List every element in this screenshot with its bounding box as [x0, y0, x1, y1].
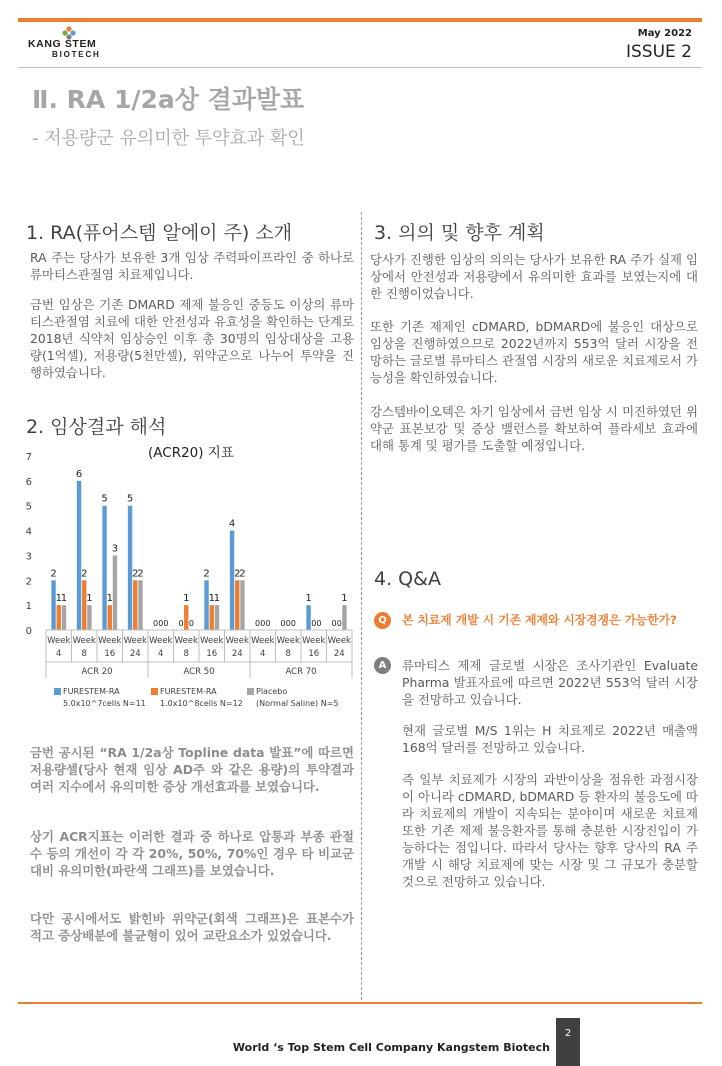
legend-item-series-3 — [247, 686, 351, 710]
x-tick-label: 8 — [285, 649, 291, 659]
data-label: 1 — [86, 593, 93, 605]
x-group-label: ACR 50 — [183, 667, 215, 677]
y-tick-label: 7 — [25, 452, 32, 463]
data-label: 4 — [228, 518, 236, 530]
bar — [108, 605, 112, 630]
bar — [215, 605, 219, 630]
legend-swatch-gray — [247, 688, 254, 695]
bar — [184, 605, 188, 630]
x-tick-label: 24 — [129, 649, 141, 659]
section2-paragraph-1: 금번 공시된 “RA 1/2a상 Topline data 발표”에 따르면 저용량셀(당사 현재 임상 AD주 와 같은 용량)의 투약결과 여러 지수에서 유의미한 증상 개선효과를 보였습니다. — [30, 745, 354, 794]
footer-slogan: World ‘s Top Stem Cell Company Kangstem Biotech — [232, 1041, 550, 1054]
x-tick-label: Week — [276, 636, 300, 646]
bar — [342, 605, 346, 630]
column-divider — [361, 212, 362, 1000]
data-label: 1 — [213, 593, 221, 605]
company-logo — [28, 26, 108, 66]
page-subtitle: - 저용량군 유의미한 투약효과 확인 — [32, 128, 305, 149]
data-label: 0 — [163, 619, 169, 628]
x-tick-label: 4 — [260, 649, 266, 659]
data-label: 2 — [132, 568, 139, 580]
data-label: 0 — [255, 619, 261, 628]
answer-paragraph-1: 류마티스 제제 글로벌 시장은 조사기관인 Evaluate Pharma 발표자료에 따르면 2022년 553억 달러 시장을 전망하고 있습니다. — [402, 658, 698, 707]
y-tick-label: 3 — [25, 551, 32, 563]
logo-text-1: KANG STEM — [28, 38, 97, 50]
x-tick-label: Week — [302, 636, 326, 646]
data-label: 0 — [265, 619, 271, 628]
data-label: 2 — [203, 568, 210, 580]
chart-title: (ACR20) 지표 — [148, 445, 234, 461]
y-tick-label: 5 — [25, 501, 32, 513]
x-tick-label: Week — [149, 636, 173, 646]
data-label: 2 — [239, 568, 246, 580]
x-tick-label: 16 — [308, 649, 320, 659]
bar — [57, 605, 61, 630]
x-group-label: ACR 70 — [285, 667, 317, 677]
legend-swatch-blue — [54, 688, 61, 695]
acr-bar-chart — [18, 450, 360, 682]
bar — [133, 580, 137, 630]
legend-item-series-1 — [54, 686, 150, 710]
page-title: Ⅱ. RA 1/2a상 결과발표 — [32, 85, 305, 114]
data-label: 2 — [137, 568, 144, 580]
x-group-label: ACR 20 — [81, 667, 113, 677]
section3-paragraph-2: 또한 기존 제제인 cDMARD, bDMARD에 불응인 대상으로 임상을 진행하였으므로 2022년까지 553억 달러 시장을 전망하는 글로벌 류마티스 관절염 시장의 새로운 치료제로서 가능성을 확인하였습니다. — [370, 319, 698, 385]
data-label: 3 — [111, 543, 119, 555]
data-label: 2 — [50, 568, 57, 580]
data-label: 0 — [316, 619, 322, 628]
legend-sublabel-2: 1.0x10^8cells N=12 — [160, 699, 243, 708]
data-label: 2 — [81, 568, 88, 580]
data-label: 5 — [126, 493, 134, 505]
x-tick-label: Week — [251, 636, 275, 646]
section3-heading: 3. 의의 및 향후 계획 — [374, 222, 545, 244]
x-tick-label: 16 — [104, 649, 116, 659]
answer-paragraph-3: 즉 일부 치료제가 시장의 과반이상을 점유한 과점시장이 아니라 cDMARD, bDMARD 등 환자의 불응도에 따라 치료제의 개발이 지속되는 분야이며 새로운 치료제 또한 기존 제제 불응환자를 통해 충분한 시장진입이 가능하다는 점입니다. 따라서 당사는 향후 당사의 RA 주 개발 시 해당 치료제에 맞는 시장 및 그 규모가 충분할 것으로 전망하고 있습니다. — [402, 772, 698, 889]
data-label: 0 — [280, 619, 286, 628]
legend-swatch-orange — [151, 688, 158, 695]
x-tick-label: Week — [72, 636, 96, 646]
data-label: 1 — [55, 593, 62, 605]
bar — [87, 605, 91, 630]
bar — [230, 531, 234, 630]
data-label: 1 — [305, 593, 312, 605]
bar — [82, 580, 86, 630]
y-tick-label: 6 — [25, 476, 32, 488]
header-divider — [18, 67, 702, 68]
page-number: 2 — [564, 1028, 572, 1039]
page-number-box — [556, 1018, 580, 1066]
answer-paragraph-2: 현재 글로벌 M/S 1위는 H 치료제로 2022년 매출액 168억 달러를 전망하고 있습니다. — [402, 723, 698, 755]
data-label: 0 — [331, 619, 337, 628]
x-tick-label: Week — [174, 636, 198, 646]
section3-paragraph-1: 당사가 진행한 임상의 의의는 당사가 보유한 RA 주가 실제 임상에서 안전성과 저용량에서 유의미한 효과를 보였는지에 대한 진행이었습니다. — [370, 252, 698, 301]
legend-label-3: Placebo — [256, 687, 288, 696]
top-accent-bar — [18, 18, 702, 22]
x-tick-label: 24 — [333, 649, 345, 659]
data-label: 1 — [60, 593, 68, 605]
data-label: 1 — [183, 593, 190, 605]
bar — [51, 580, 55, 630]
x-tick-label: Week — [225, 636, 249, 646]
section2-paragraph-3: 다만 공시에서도 밝힌바 위약군(회색 그래프)은 표본수가 적고 증상배분에 불균형이 있어 교란요소가 있었습니다. — [30, 911, 354, 943]
legend-sublabel-3: (Normal Saline) N=5 — [256, 699, 339, 708]
legend-item-series-2 — [151, 686, 247, 710]
legend-label-2: FURESTEM-RA — [160, 687, 217, 696]
data-label: 0 — [153, 619, 159, 628]
x-tick-label: Week — [327, 636, 351, 646]
data-label: 0 — [158, 619, 164, 628]
data-label: 6 — [75, 468, 83, 480]
x-tick-label: 8 — [183, 649, 189, 659]
bar — [138, 580, 142, 630]
data-label: 1 — [341, 593, 348, 605]
y-tick-label: 2 — [25, 576, 32, 588]
bar — [306, 605, 310, 630]
legend-sublabel-1: 5.0x10^7cells N=11 — [63, 699, 146, 708]
x-tick-label: Week — [47, 636, 71, 646]
question-badge: Q — [374, 612, 391, 629]
chart-legend — [54, 686, 354, 712]
section2-heading: 2. 임상결과 해석 — [26, 416, 167, 438]
y-tick-label: 1 — [25, 601, 32, 613]
data-label: 0 — [285, 619, 291, 628]
section1-heading: 1. RA(퓨어스템 알에이 주) 소개 — [26, 222, 293, 244]
data-label: 1 — [106, 593, 113, 605]
section4-heading: 4. Q&A — [374, 568, 441, 590]
y-tick-label: 0 — [25, 626, 32, 637]
answer-badge: A — [374, 657, 391, 674]
data-label: 0 — [178, 619, 184, 628]
x-tick-label: 4 — [158, 649, 164, 659]
section1-paragraph-1: RA 주는 당사가 보유한 3개 임상 주력파이프라인 중 하나로 류마티스관절염 치료제입니다. — [30, 250, 354, 282]
section1-paragraph-2: 금번 임상은 기존 DMARD 제제 불응인 중등도 이상의 류마티스관절염 치료에 대한 안전성과 유효성을 확인하는 단계로 2018년 식약처 임상승인 이후 총 30명의 임상대상을 고용량(1억셀), 저용량(5천만셀), 위약군으로 나누어 투약을 진행하였습니다. — [30, 297, 354, 380]
bar — [235, 580, 239, 630]
x-tick-label: 4 — [56, 649, 62, 659]
footer-accent-bar — [18, 1002, 702, 1004]
y-tick-label: 4 — [25, 526, 32, 538]
question-text: 본 치료제 개발 시 기존 제제와 시장경쟁은 가능한가? — [402, 613, 677, 627]
bar — [204, 580, 208, 630]
x-tick-label: 8 — [81, 649, 87, 659]
data-label: 0 — [311, 619, 317, 628]
logo-text-2: BIOTECH — [52, 50, 101, 59]
data-label: 0 — [260, 619, 266, 628]
data-label: 5 — [101, 493, 108, 505]
section3-paragraph-3: 강스템바이오텍은 차기 임상에서 금번 임상 시 미진하였던 위약군 표본보강 및 증상 밸런스를 확보하여 플라세보 효과에 대해 통계 및 평가를 도출할 예정입니다. — [370, 404, 698, 453]
x-tick-label: 16 — [206, 649, 218, 659]
bar — [240, 580, 244, 630]
bar — [77, 481, 81, 630]
data-label: 0 — [336, 619, 342, 628]
data-label: 0 — [188, 619, 194, 628]
legend-label-1: FURESTEM-RA — [63, 687, 120, 696]
x-tick-label: Week — [200, 636, 224, 646]
bar — [62, 605, 66, 630]
x-tick-label: 24 — [231, 649, 243, 659]
data-label: 0 — [290, 619, 296, 628]
data-label: 2 — [234, 568, 241, 580]
bar — [113, 555, 117, 630]
section2-paragraph-2: 상기 ACR지표는 이러한 결과 중 하나로 압통과 부종 관절수 등의 개선이 각 각 20%, 50%, 70%인 경우 타 비교군 대비 유의미한(파란색 그래프)를 보였습니다. — [30, 829, 354, 878]
issue-number: ISSUE 2 — [626, 42, 692, 62]
x-tick-label: Week — [98, 636, 122, 646]
issue-date: May 2022 — [637, 28, 692, 39]
data-label: 1 — [208, 593, 215, 605]
bar — [102, 506, 106, 630]
x-tick-label: Week — [123, 636, 147, 646]
bar — [210, 605, 214, 630]
